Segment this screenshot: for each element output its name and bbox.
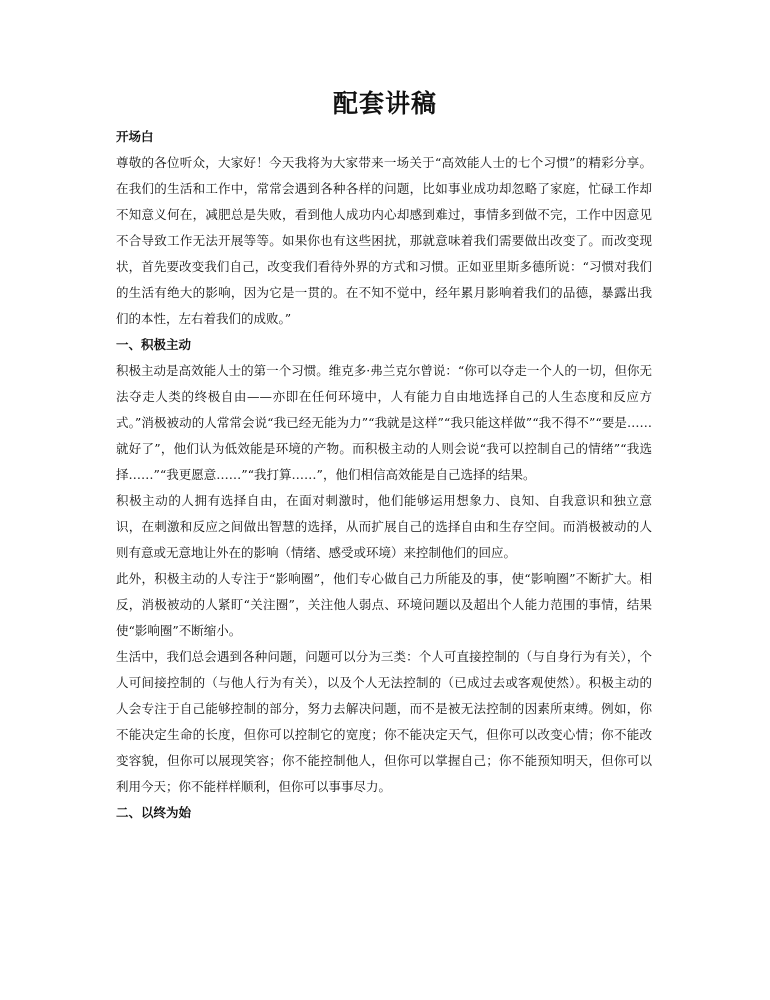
section-opening (116, 124, 652, 332)
section-proactive (116, 332, 652, 800)
document-body (116, 124, 652, 826)
section-heading: 一、积极主动 (116, 337, 192, 352)
paragraph: 积极主动的人拥有选择自由，在面对刺激时，他们能够运用想象力、良知、自我意识和独立意识，在刺激和反应之间做出智慧的选择，从而扩展自己的选择自由和生存空间。而消极被动的人则有意或无意地让外在的影响（情绪、感受或环境）来控制他们的回应。 (116, 493, 652, 560)
paragraph: 生活中，我们总会遇到各种问题，问题可以分为三类：个人可直接控制的（与自身行为有关），个人可间接控制的（与他人行为有关），以及个人无法控制的（已成过去或客观使然）。积极主动的人会专注于自己能够控制的部分，努力去解决问题，而不是被无法控制的因素所束缚。例如，你不能决定生命的长度，但你可以控制它的宽度；你不能决定天气，但你可以改变心情；你不能改变容貌，但你可以展现笑容；你不能控制他人，但你可以掌握自己；你不能预知明天，但你可以利用今天；你不能样样顺利，但你可以事事尽力。 (116, 649, 652, 794)
paragraph: 此外，积极主动的人专注于“影响圈”，他们专心做自己力所能及的事，使“影响圈”不断扩大。相反，消极被动的人紧盯“关注圈”，关注他人弱点、环境问题以及超出个人能力范围的事情，结果使“影响圈”不断缩小。 (116, 571, 652, 638)
paragraph: 尊敬的各位听众，大家好！今天我将为大家带来一场关于“高效能人士的七个习惯”的精彩分享。在我们的生活和工作中，常常会遇到各种各样的问题，比如事业成功却忽略了家庭，忙碌工作却不知意义何在，减肥总是失败，看到他人成功内心却感到难过，事情多到做不完，工作中因意见不合导致工作无法开展等等。如果你也有这些困扰，那就意味着我们需要做出改变了。而改变现状，首先要改变我们自己，改变我们看待外界的方式和习惯。正如亚里斯多德所说：“习惯对我们的生活有绝大的影响，因为它是一贯的。在不知不觉中，经年累月影响着我们的品德，暴露出我们的本性，左右着我们的成败。” (116, 155, 652, 326)
section-heading: 开场白 (116, 129, 154, 144)
paragraph: 积极主动是高效能人士的第一个习惯。维克多·弗兰克尔曾说：“你可以夺走一个人的一切，但你无法夺走人类的终极自由——亦即在任何环境中，人有能力自由地选择自己的人生态度和反应方式。”消极被动的人常常会说“我已经无能为力”“我就是这样”“我只能这样做”“我不得不”“要是……就好了”，他们认为低效能是环境的产物。而积极主动的人则会说“我可以控制自己的情绪”“我选择……”“我更愿意……”“我打算……”，他们相信高效能是自己选择的结果。 (116, 363, 652, 482)
section-heading: 二、以终为始 (116, 805, 192, 820)
section-begin-with-end (116, 800, 652, 826)
document-title: 配套讲稿 (332, 89, 437, 118)
